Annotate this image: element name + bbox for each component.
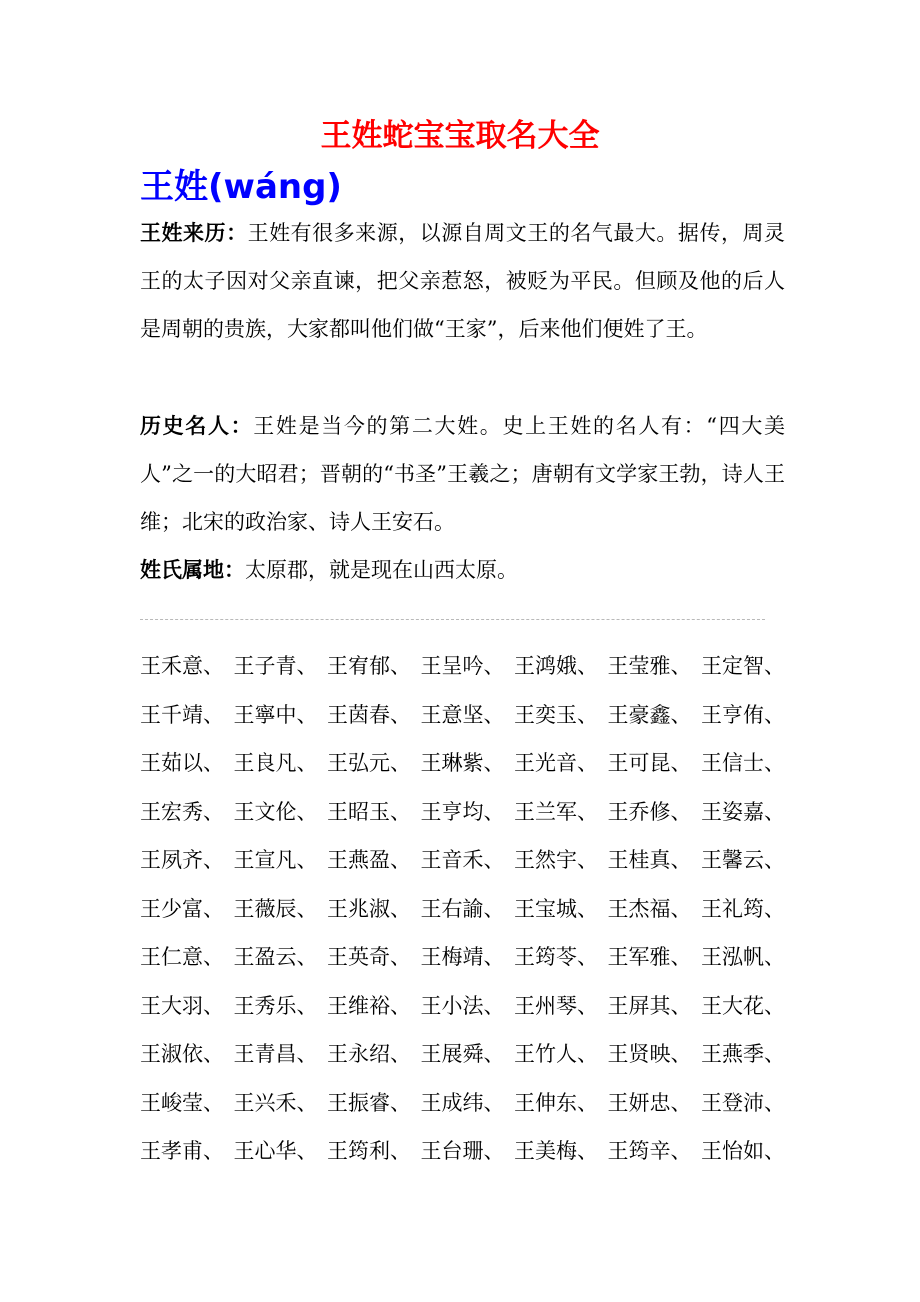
famous-people-paragraph <box>140 402 785 546</box>
name-item: 王桂真、 <box>607 848 692 872</box>
name-item: 王仁意、 <box>140 945 224 969</box>
name-item: 王昭玉、 <box>327 799 411 824</box>
name-item: 王礼筠、 <box>701 896 785 921</box>
name-item: 王子青、 <box>233 654 318 678</box>
name-item: 王心华、 <box>233 1139 318 1163</box>
name-item: 王孝甫、 <box>140 1139 224 1163</box>
name-item: 王茵春、 <box>327 702 411 727</box>
names-row <box>140 982 785 1031</box>
place-text: 太原郡，就是现在山西太原。 <box>245 558 518 582</box>
origin-label: 王姓来历： <box>140 221 248 245</box>
name-item: 王永绍、 <box>327 1042 411 1066</box>
name-item: 王兆淑、 <box>327 896 411 921</box>
name-item: 王成纬、 <box>420 1090 505 1115</box>
name-item: 王大花、 <box>701 993 785 1018</box>
famous-text: 王姓是当今的第二大姓。史上王姓的名人有：“四大美人”之一的大昭君；晋朝的“书圣”王羲之；唐朝有文学家王勃，诗人王维；北宋的政治家、诗人王安石。 <box>140 414 786 534</box>
name-item: 王少富、 <box>140 896 224 921</box>
name-item: 王音禾、 <box>420 848 505 872</box>
name-item: 王筠苓、 <box>514 945 598 969</box>
name-item: 王筠利、 <box>327 1139 411 1163</box>
name-item: 王州琴、 <box>514 993 598 1018</box>
name-item: 王青昌、 <box>233 1042 318 1066</box>
name-item: 王展舜、 <box>420 1042 505 1066</box>
name-item: 王文伦、 <box>233 799 318 824</box>
names-row <box>140 739 785 788</box>
name-item: 王光音、 <box>514 751 598 775</box>
name-item: 王伸东、 <box>514 1090 598 1115</box>
name-item: 王馨云、 <box>701 848 785 872</box>
name-item: 王寧中、 <box>233 702 318 727</box>
name-item: 王意坚、 <box>420 702 505 727</box>
name-item: 王英奇、 <box>327 945 411 969</box>
name-item: 王宝城、 <box>514 896 598 921</box>
name-item: 王盈云、 <box>233 945 318 969</box>
names-row <box>140 933 785 982</box>
name-item: 王弘元、 <box>327 751 411 775</box>
name-item: 王千靖、 <box>140 702 224 727</box>
name-item: 王峻莹、 <box>140 1090 224 1115</box>
name-item: 王妍忠、 <box>607 1090 692 1115</box>
name-item: 王筠辛、 <box>607 1139 692 1163</box>
names-row <box>140 1127 785 1176</box>
surname-heading: 王姓(wáng) <box>140 167 342 207</box>
names-row <box>140 1079 785 1128</box>
name-item: 王竹人、 <box>514 1042 598 1066</box>
name-item: 王莹雅、 <box>607 654 692 678</box>
names-row <box>140 885 785 934</box>
name-item: 王屏其、 <box>607 993 692 1018</box>
name-item: 王宏秀、 <box>140 799 224 824</box>
name-item: 王亨侑、 <box>701 702 785 727</box>
name-item: 王小法、 <box>420 993 505 1018</box>
names-row <box>140 642 785 691</box>
names-row <box>140 836 785 885</box>
dashed-divider <box>140 619 765 620</box>
name-item: 王姿嘉、 <box>701 799 785 824</box>
name-item: 王可昆、 <box>607 751 692 775</box>
name-item: 王亨均、 <box>420 799 505 824</box>
name-item: 王淑依、 <box>140 1042 224 1066</box>
place-label: 姓氏属地： <box>140 558 245 582</box>
names-list <box>140 642 785 1176</box>
name-item: 王秀乐、 <box>233 993 318 1018</box>
name-item: 王茹以、 <box>140 751 224 775</box>
place-paragraph <box>140 546 785 594</box>
names-row <box>140 788 785 837</box>
name-item: 王梅靖、 <box>420 945 505 969</box>
name-item: 王台珊、 <box>420 1139 505 1163</box>
name-item: 王燕季、 <box>701 1042 785 1066</box>
name-item: 王登沛、 <box>701 1090 785 1115</box>
name-item: 王贤映、 <box>607 1042 692 1066</box>
name-item: 王乔修、 <box>607 799 692 824</box>
name-item: 王大羽、 <box>140 993 224 1018</box>
name-item: 王兴禾、 <box>233 1090 318 1115</box>
name-item: 王琳紫、 <box>420 751 505 775</box>
name-item: 王定智、 <box>701 654 785 678</box>
name-item: 王兰军、 <box>514 799 598 824</box>
name-item: 王宣凡、 <box>233 848 318 872</box>
names-row <box>140 1030 785 1079</box>
name-item: 王宥郁、 <box>327 654 411 678</box>
name-item: 王美梅、 <box>514 1139 598 1163</box>
document-title: 王姓蛇宝宝取名大全 <box>320 118 600 154</box>
name-item: 王禾意、 <box>140 654 224 678</box>
name-item: 王军雅、 <box>607 945 692 969</box>
name-item: 王右諭、 <box>420 896 505 921</box>
name-item: 王呈吟、 <box>420 654 505 678</box>
origin-paragraph <box>140 209 785 353</box>
names-row <box>140 691 785 740</box>
name-item: 王泓帆、 <box>701 945 785 969</box>
name-item: 王豪鑫、 <box>607 702 692 727</box>
name-item: 王夙齐、 <box>140 848 224 872</box>
name-item: 王燕盈、 <box>327 848 411 872</box>
name-item: 王振睿、 <box>327 1090 411 1115</box>
name-item: 王然宇、 <box>514 848 598 872</box>
name-item: 王奕玉、 <box>514 702 598 727</box>
name-item: 王信士、 <box>701 751 785 775</box>
name-item: 王良凡、 <box>233 751 318 775</box>
famous-label: 历史名人： <box>140 414 254 438</box>
name-item: 王维裕、 <box>327 993 411 1018</box>
name-item: 王薇辰、 <box>233 896 318 921</box>
name-item: 王怡如、 <box>701 1139 785 1163</box>
origin-text: 王姓有很多来源，以源自周文王的名气最大。据传，周灵王的太子因对父亲直谏，把父亲惹怒，被贬为平民。但顾及他的后人是周朝的贵族，大家都叫他们做“王家”，后来他们便姓了王。 <box>140 221 786 341</box>
name-item: 王鸿娥、 <box>514 654 598 678</box>
name-item: 王杰福、 <box>607 896 692 921</box>
